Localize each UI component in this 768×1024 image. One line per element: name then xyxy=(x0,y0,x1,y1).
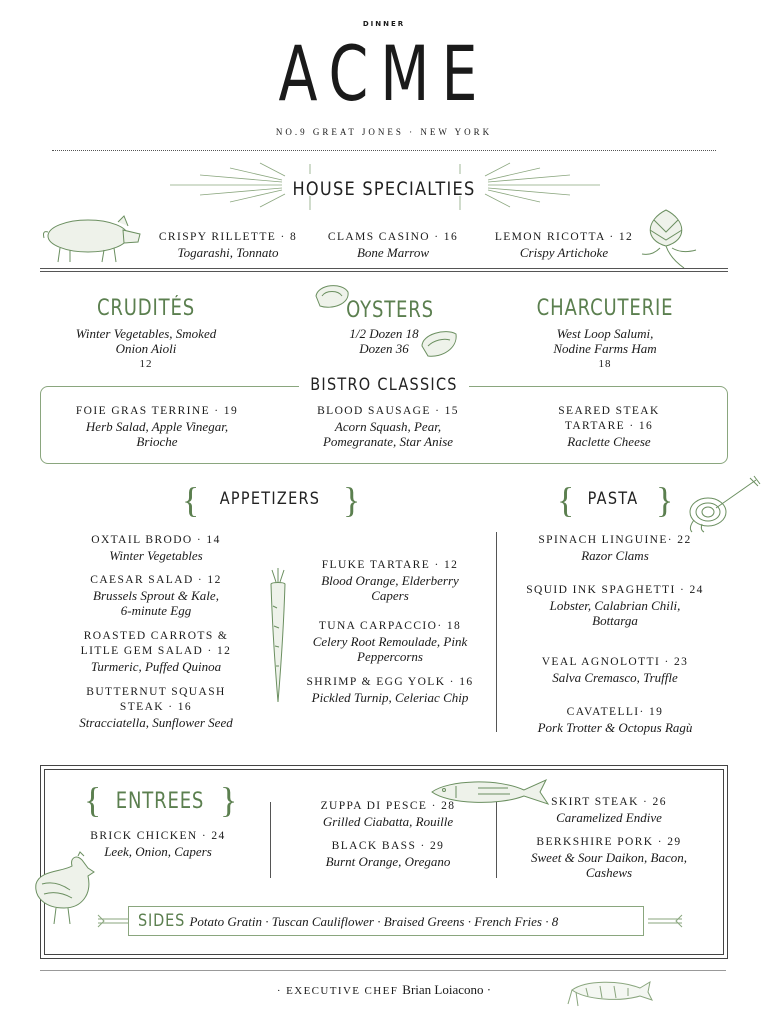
item-desc: Razor Clams xyxy=(581,548,649,563)
pig-icon xyxy=(38,210,144,266)
item-name: LEMON RICOTTA · 12 xyxy=(494,231,634,243)
price: 18 xyxy=(598,358,612,370)
shrimp-icon xyxy=(566,974,656,1008)
pasta-item xyxy=(510,655,720,685)
appetizer-item xyxy=(294,619,486,664)
item-name: SHRIMP & EGG YOLK · 16 xyxy=(306,676,474,688)
sides-row xyxy=(138,909,558,933)
item-name: CRISPY RILLETTE · 8 xyxy=(158,231,298,243)
item-desc: Pomegranate, Star Anise xyxy=(322,434,454,449)
right-brace: } xyxy=(343,480,361,520)
pasta-fork-icon xyxy=(686,474,766,534)
item-desc: Sweet & Sour Daikon, Bacon, xyxy=(531,850,687,865)
appetizer-item xyxy=(294,558,486,603)
right-brace: } xyxy=(220,780,238,820)
crudites-details xyxy=(46,326,246,370)
item-desc: Pork Trotter & Octopus Ragù xyxy=(537,720,693,735)
appetizer-item xyxy=(56,573,256,618)
appetizer-item xyxy=(56,629,256,674)
appetizers-title: APPETIZERS xyxy=(219,489,321,509)
entree-item xyxy=(284,839,492,869)
house-item-2 xyxy=(305,230,481,260)
footer-divider xyxy=(40,970,726,971)
chicken-icon xyxy=(32,850,102,928)
item-desc: Brioche xyxy=(136,434,178,449)
item-desc: Leek, Onion, Capers xyxy=(104,844,212,859)
divider xyxy=(40,271,728,272)
right-brace: } xyxy=(656,480,674,520)
item-desc: Bottarga xyxy=(592,613,638,628)
item-desc: Burnt Orange, Oregano xyxy=(325,854,451,869)
house-item-3 xyxy=(476,230,652,260)
appetizer-item xyxy=(294,675,486,705)
item-name: OXTAIL BRODO · 14 xyxy=(91,534,221,546)
bistro-item-2 xyxy=(283,404,493,449)
item-name: SKIRT STEAK · 26 xyxy=(551,796,667,808)
item-name: FOIE GRAS TERRINE · 19 xyxy=(75,405,239,417)
oyster-icon xyxy=(418,326,460,360)
item-desc: Brussels Sprout & Kale, xyxy=(93,588,219,603)
item-desc: Celery Root Remoulade, Pink xyxy=(312,634,468,649)
restaurant-logo: ACME xyxy=(278,29,490,118)
bistro-item-1 xyxy=(52,404,262,449)
divider xyxy=(40,268,728,269)
entrees-title: ENTREES xyxy=(115,789,205,814)
item-name: CAVATELLI· 19 xyxy=(566,706,664,718)
entree-item xyxy=(506,795,712,825)
item-desc: Acorn Squash, Pear, xyxy=(334,419,442,434)
item-name: VEAL AGNOLOTTI · 23 xyxy=(541,656,689,668)
pasta-item xyxy=(510,583,720,628)
item-desc: Pickled Turnip, Celeriac Chip xyxy=(311,690,469,705)
item-desc: Turmeric, Puffed Quinoa xyxy=(90,659,222,674)
item-desc: Winter Vegetables, Smoked xyxy=(75,326,217,341)
left-brace: { xyxy=(557,480,575,520)
appetizer-item xyxy=(56,533,256,563)
column-divider xyxy=(496,532,497,732)
item-name: BUTTERNUT SQUASH xyxy=(86,686,226,698)
item-desc: Caramelized Endive xyxy=(556,810,662,825)
house-item-1 xyxy=(140,230,316,260)
item-name: SEARED STEAK xyxy=(558,405,660,417)
bistro-item-3 xyxy=(506,404,712,449)
charcuterie-title: CHARCUTERIE xyxy=(536,296,674,321)
item-name: SQUID INK SPAGHETTI · 24 xyxy=(526,584,704,596)
charcuterie-details xyxy=(505,326,705,370)
item-desc: Togarashi, Tonnato xyxy=(177,245,279,260)
crudites-title: CRUDITÉS xyxy=(97,296,195,321)
item-name: BERKSHIRE PORK · 29 xyxy=(536,836,682,848)
item-name: STEAK · 16 xyxy=(119,701,193,713)
item-name: BLACK BASS · 29 xyxy=(331,840,445,852)
item-desc: Onion Aioli xyxy=(115,341,177,356)
item-name: ROASTED CARROTS & xyxy=(83,630,229,642)
sides-items: Potato Gratin · Tuscan Cauliflower · Braised Greens · French Fries · 8 xyxy=(189,914,559,929)
item-desc: Salva Cremasco, Truffle xyxy=(552,670,678,685)
item-desc: Winter Vegetables xyxy=(109,548,203,563)
address: NO.9 GREAT JONES · NEW YORK xyxy=(275,127,493,137)
item-desc: Nodine Farms Ham xyxy=(553,341,657,356)
column-divider xyxy=(496,802,497,878)
item-desc: Raclette Cheese xyxy=(567,434,651,449)
price: 12 xyxy=(139,358,153,370)
item-desc: Cashews xyxy=(585,865,633,880)
item-desc: Capers xyxy=(371,588,409,603)
chef-name: Brian Loiacono · xyxy=(402,982,492,997)
pasta-title: PASTA xyxy=(587,489,639,509)
item-desc: Dozen 36 xyxy=(359,341,409,356)
item-name: SPINACH LINGUINE· 22 xyxy=(538,534,692,546)
carrot-icon xyxy=(264,566,292,706)
oysters-title: OYSTERS xyxy=(346,298,434,323)
item-desc: 1/2 Dozen 18 xyxy=(349,326,419,341)
item-name: BLOOD SAUSAGE · 15 xyxy=(317,405,459,417)
item-name: ZUPPA DI PESCE · 28 xyxy=(320,800,456,812)
item-desc: Grilled Ciabatta, Rouille xyxy=(322,814,454,829)
item-name: CAESAR SALAD · 12 xyxy=(90,574,222,586)
bistro-classics-title: BISTRO CLASSICS xyxy=(299,375,469,395)
item-desc: West Loop Salumi, xyxy=(556,326,654,341)
column-divider xyxy=(270,802,271,878)
item-desc: Stracciatella, Sunflower Seed xyxy=(79,715,233,730)
item-name: CLAMS CASINO · 16 xyxy=(327,231,459,243)
appetizer-item xyxy=(56,685,256,730)
pasta-item xyxy=(510,705,720,735)
item-name: TARTARE · 16 xyxy=(564,420,654,432)
sides-title: SIDES xyxy=(138,911,186,931)
item-name: LITLE GEM SALAD · 12 xyxy=(80,645,232,657)
header-divider xyxy=(52,150,716,151)
item-name: FLUKE TARTARE · 12 xyxy=(321,559,459,571)
item-desc: Lobster, Calabrian Chili, xyxy=(549,598,681,613)
entree-item xyxy=(506,835,712,880)
item-desc: Blood Orange, Elderberry xyxy=(321,573,459,588)
pasta-item xyxy=(510,533,720,563)
item-desc: Peppercorns xyxy=(357,649,423,664)
footer-label: · EXECUTIVE CHEF xyxy=(276,985,399,997)
item-desc: Bone Marrow xyxy=(356,245,430,260)
meal-label: DINNER xyxy=(362,20,406,28)
left-brace: { xyxy=(182,480,200,520)
item-name: BRICK CHICKEN · 24 xyxy=(90,830,226,842)
item-desc: Herb Salad, Apple Vinegar, xyxy=(85,419,229,434)
left-brace: { xyxy=(84,780,102,820)
item-desc: Crispy Artichoke xyxy=(519,245,609,260)
house-specialties-title: HOUSE SPECIALTIES xyxy=(292,178,476,200)
item-desc: 6-minute Egg xyxy=(120,603,192,618)
entree-item xyxy=(284,799,492,829)
item-name: TUNA CARPACCIO· 18 xyxy=(318,620,462,632)
